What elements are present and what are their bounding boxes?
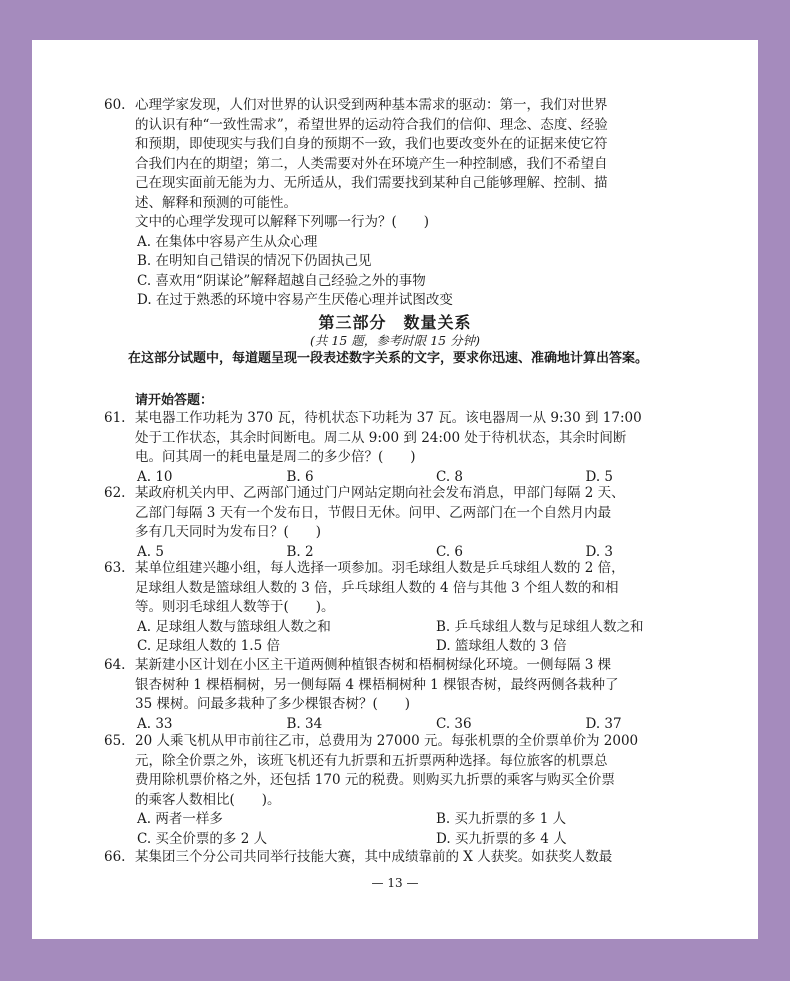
- option-b: B. 34: [286, 715, 323, 732]
- question-text-line: 足球组人数是篮球组人数的 3 倍，乒乓球组人数的 4 倍与其他 3 个组人数的和相: [135, 579, 619, 596]
- question-65: [104, 732, 735, 849]
- option-b: B. 2: [286, 543, 314, 560]
- question-61: [104, 409, 735, 487]
- option-c: C. 8: [436, 468, 464, 485]
- question-number: 65.: [104, 733, 126, 749]
- option-a: A. 10: [137, 468, 173, 485]
- section-instruction: 在这部分试题中，每道题呈现一段表述数字关系的文字，要求你迅速、准确地计算出答案。: [102, 351, 649, 366]
- option-a: A. 足球组人数与篮球组人数之和: [137, 618, 331, 635]
- question-text-line: 乙部门每隔 3 天有一个发布日，节假日无休。问甲、乙两部门在一个自然月内最: [135, 504, 612, 521]
- option-a: A. 5: [137, 543, 164, 560]
- question-66: [104, 848, 735, 868]
- question-64: [104, 656, 735, 734]
- question-text-line: 己在现实面前无能为力、无所适从，我们需要找到某种自己能够理解、控制、描: [135, 175, 608, 191]
- option-d: D. 篮球组人数的 3 倍: [436, 638, 567, 654]
- question-text-line: 述、解释和预测的可能性。: [135, 194, 297, 211]
- option-d: D. 3: [585, 543, 614, 560]
- question-text-line: 某集团三个分公司共同举行技能大赛，其中成绩靠前的 X 人获奖。如获奖人数最: [135, 849, 613, 865]
- question-number: 66.: [104, 849, 126, 865]
- option-a: A. 33: [137, 715, 173, 732]
- question-text-line: 某电器工作功耗为 370 瓦，待机状态下功耗为 37 瓦。该电器周一从 9:30 到 17:00: [135, 410, 642, 426]
- exam-page: [32, 40, 758, 939]
- question-number: 61.: [104, 410, 126, 426]
- question-text-line: 某新建小区计划在小区主干道两侧种植银杏树和梧桐树绿化环境。一侧每隔 3 棵: [135, 657, 612, 673]
- option-b: B. 6: [286, 468, 314, 485]
- option-c: C. 足球组人数的 1.5 倍: [137, 638, 280, 654]
- section-title: 第三部分 数量关系: [318, 313, 472, 332]
- question-62: [104, 484, 735, 562]
- question-60: [104, 96, 735, 311]
- option-d: D. 5: [585, 468, 614, 485]
- question-63: [104, 559, 735, 657]
- question-text-line: 合我们内在的期望；第二，人类需要对外在环境产生一种控制感，我们不希望自: [135, 155, 608, 172]
- question-number: 64.: [104, 657, 126, 673]
- page-number: — 13 —: [371, 876, 419, 890]
- question-number: 60.: [104, 97, 126, 113]
- question-text-line: 电。问其周一的耗电量是周二的多少倍？( ): [135, 449, 416, 465]
- option-a: A. 两者一样多: [137, 811, 223, 827]
- question-text-line: 等。则羽毛球组人数等于( )。: [135, 599, 335, 615]
- question-text-line: 20 人乘飞机从甲市前往乙市，总费用为 27000 元。每张机票的全价票单价为 2000: [135, 733, 639, 749]
- question-number: 63.: [104, 560, 126, 576]
- question-text-line: 多有几天同时为发布日？( ): [135, 524, 322, 540]
- option-a: A. 在集体中容易产生从众心理: [137, 233, 318, 250]
- option-d: D. 37: [585, 715, 622, 732]
- section-subtitle: (共 15 题，参考时限 15 分钟): [310, 333, 480, 348]
- option-c: C. 36: [436, 715, 472, 732]
- option-c: C. 喜欢用“阴谋论”解释超越自己经验之外的事物: [137, 272, 426, 289]
- question-text-line: 某政府机关内甲、乙两部门通过门户网站定期向社会发布消息，甲部门每隔 2 天、: [135, 485, 625, 501]
- question-text-line: 某单位组建兴趣小组，每人选择一项参加。羽毛球组人数是乒乓球组人数的 2 倍，: [135, 560, 625, 576]
- option-b: B. 乒乓球组人数与足球组人数之和: [436, 618, 644, 635]
- question-text-line: 银杏树种 1 棵梧桐树，另一侧每隔 4 棵梧桐树种 1 棵银杏树，最终两侧各栽种了: [135, 676, 619, 693]
- question-text-line: 的乘客人数相比( )。: [135, 791, 281, 808]
- option-d: D. 在过于熟悉的环境中容易产生厌倦心理并试图改变: [137, 292, 453, 308]
- question-text-line: 费用除机票价格之外，还包括 170 元的税费。则购买九折票的乘客与购买全价票: [135, 772, 615, 788]
- question-prompt: 文中的心理学发现可以解释下列哪一行为？( ): [135, 214, 430, 230]
- question-text-line: 的认识有种“一致性需求”，希望世界的运动符合我们的信仰、理念、态度、经验: [135, 116, 608, 133]
- question-text-line: 元，除全价票之外，该班飞机还有九折票和五折票两种选择。每位旅客的机票总: [135, 752, 608, 769]
- question-text-line: 35 棵树。问最多栽种了多少棵银杏树？( ): [135, 696, 411, 712]
- question-text-line: 和预期，即使现实与我们自身的预期不一致，我们也要改变外在的证据来使它符: [135, 136, 608, 152]
- question-number: 62.: [104, 485, 126, 501]
- start-prompt: 请开始答题：: [135, 393, 214, 408]
- question-text-line: 处于工作状态，其余时间断电。周二从 9:00 到 24:00 处于待机状态，其余时间断: [135, 429, 627, 446]
- question-text-line: 心理学家发现，人们对世界的认识受到两种基本需求的驱动：第一，我们对世界: [135, 97, 608, 113]
- option-d: D. 买九折票的多 4 人: [436, 830, 567, 847]
- option-b: B. 买九折票的多 1 人: [436, 811, 567, 827]
- option-b: B. 在明知自己错误的情况下仍固执己见: [137, 253, 372, 269]
- option-c: C. 6: [436, 543, 464, 560]
- option-c: C. 买全价票的多 2 人: [137, 830, 268, 847]
